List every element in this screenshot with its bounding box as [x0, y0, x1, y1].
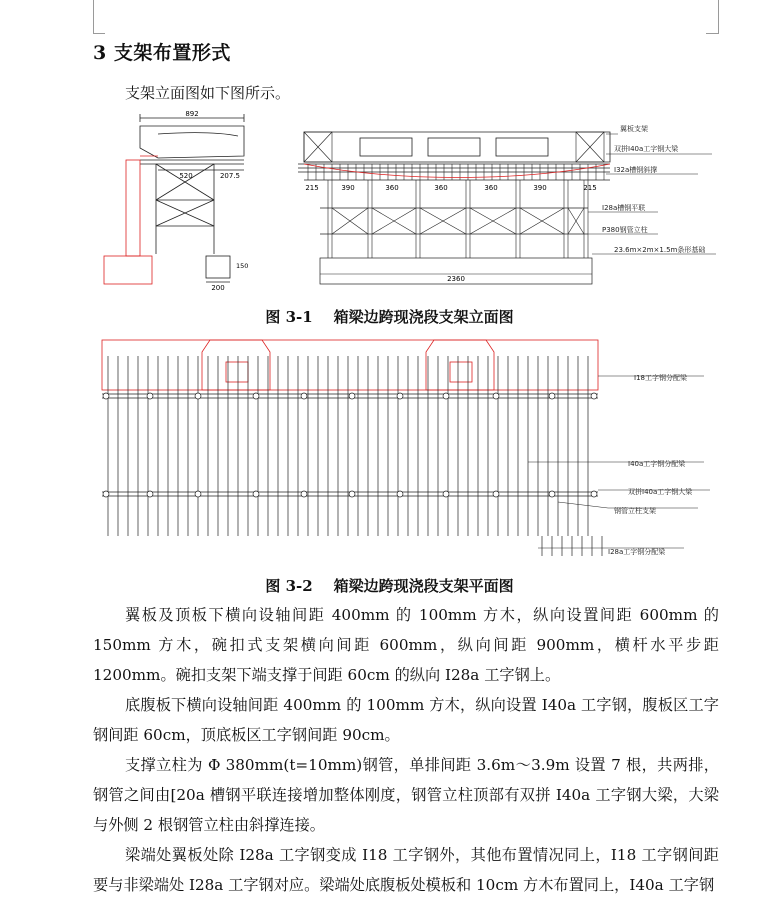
label-pipe-support: 钢管立柱支架	[614, 507, 656, 515]
dim-520: 520	[179, 172, 193, 180]
column-node	[591, 491, 597, 497]
label-i28a: I28a工字钢分配梁	[608, 548, 666, 556]
figure-1-number: 图 3-1	[265, 308, 313, 326]
label-diagonal: I32a槽钢斜撑	[614, 166, 658, 174]
span-dimension: 215	[583, 184, 597, 192]
dim-200: 200	[211, 284, 225, 290]
body-text	[93, 600, 719, 900]
label-steel-pipe: P380钢管立柱	[602, 226, 648, 234]
column-node	[147, 393, 153, 399]
column-node	[195, 491, 201, 497]
column-node	[301, 491, 307, 497]
figure-2-caption	[0, 575, 779, 596]
column-node	[397, 491, 403, 497]
span-dimension: 215	[305, 184, 319, 192]
dim-892: 892	[185, 110, 199, 118]
column-node	[591, 393, 597, 399]
paragraph-2: 底腹板下横向设轴间距 400mm 的 100mm 方木，纵向设置 I40a 工字钢，腹板区工字钢间距 60cm，顶底板区工字钢间距 90cm。	[93, 696, 719, 744]
span-dimension: 390	[533, 184, 547, 192]
column-node	[493, 491, 499, 497]
label-main-girder: 双拼I40a工字钢大梁	[614, 145, 679, 153]
paragraph-3: 支撑立柱为 Φ 380mm(t=10mm)钢管，单排间距 3.6m～3.9m 设置 7 根，共两排，钢管之间由[20a 槽钢平联连接增加整体刚度，钢管立柱顶部有双拼 I40a 工字钢大梁，大梁与外侧 2 根钢管立柱由斜撑连接。	[93, 756, 719, 834]
figure-2-title: 箱梁边跨现浇段支架平面图	[333, 577, 514, 595]
paragraph-4: 梁端处翼板处除 I28a 工字钢变成 I18 工字钢外，其他布置情况同上，I18 工字钢间距要与非梁端处 I28a 工字钢对应。梁端处底腹板处模板和 10cm 方木布置同上，I40a 工字钢	[93, 846, 719, 894]
label-i18: I18工字钢分配梁	[634, 374, 687, 382]
column-node	[103, 491, 109, 497]
figure-1-caption	[0, 306, 779, 327]
column-node	[549, 491, 555, 497]
corner-mark-right-h	[706, 33, 718, 34]
column-node	[349, 491, 355, 497]
column-node	[301, 393, 307, 399]
column-node	[253, 393, 259, 399]
column-node	[549, 393, 555, 399]
column-node	[147, 491, 153, 497]
corner-mark-left-h	[93, 33, 105, 34]
intro-text: 支架立面图如下图所示。	[125, 84, 291, 102]
label-bracing: I28a槽钢平联	[602, 204, 646, 212]
column-node	[397, 393, 403, 399]
label-wing-support: 翼板支架	[620, 125, 648, 133]
paragraph-1: 翼板及顶板下横向设轴间距 400mm 的 100mm 方木，纵向设置间距 600mm 的 150mm 方木，碗扣式支架横向间距 600mm，纵向间距 900mm，横杆水平步距 1200mm。碗扣支架下端支撑于间距 60cm 的纵向 I28a 工字钢上。	[93, 606, 719, 684]
label-i40a: I40a工字钢分配梁	[628, 460, 686, 468]
section-heading: 3 支架布置形式	[93, 42, 231, 64]
label-foundation: 23.6m×2m×1.5m条形基础	[614, 246, 706, 254]
corner-mark-left	[93, 0, 94, 34]
span-dimension: 390	[341, 184, 355, 192]
column-node	[349, 393, 355, 399]
column-node	[103, 393, 109, 399]
column-node	[443, 393, 449, 399]
corner-mark-right	[718, 0, 719, 34]
column-node	[443, 491, 449, 497]
figure-plan	[98, 336, 718, 562]
column-node	[493, 393, 499, 399]
figure-2-number: 图 3-2	[265, 577, 313, 595]
column-node	[195, 393, 201, 399]
figure-1-title: 箱梁边跨现浇段支架立面图	[333, 308, 514, 326]
figure-elevation	[98, 104, 718, 290]
span-dimension: 360	[434, 184, 448, 192]
dim-150: 150	[236, 262, 249, 270]
span-dimension: 360	[385, 184, 399, 192]
dim-207: 207.5	[219, 172, 241, 180]
span-dimension: 360	[484, 184, 498, 192]
dim-2360: 2360	[447, 275, 465, 283]
column-node	[253, 491, 259, 497]
label-double-i40a: 双拼I40a工字钢大梁	[628, 488, 693, 496]
